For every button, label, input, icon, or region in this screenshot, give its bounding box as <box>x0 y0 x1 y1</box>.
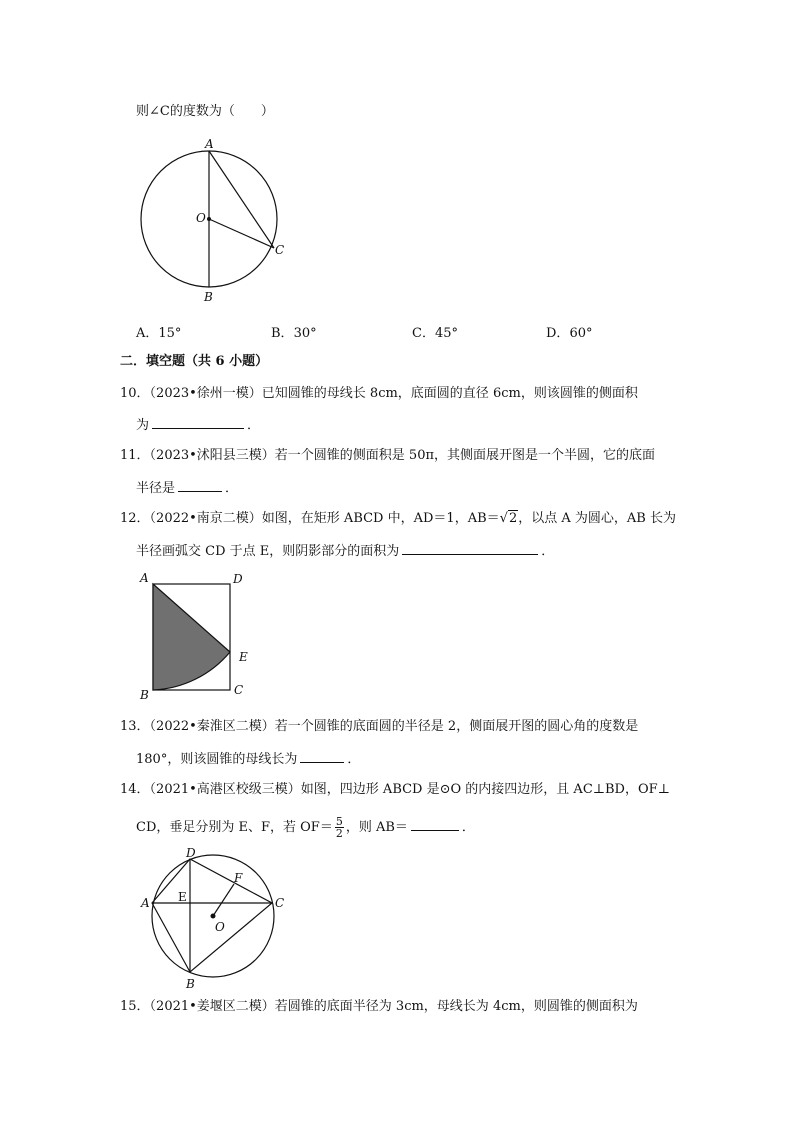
q11-line2-pre: 半径是 <box>136 481 176 496</box>
q11-line2-post: ． <box>225 481 239 496</box>
q14-line2 <box>136 816 475 839</box>
q12-shaded-sector <box>153 584 230 690</box>
q12-sqrt: √2 <box>499 511 518 526</box>
q12-sqrt-value: 2 <box>508 511 518 526</box>
q14-line2-pre: CD，垂足分别为 E、F，若 OF＝ <box>136 820 333 835</box>
q14-circle-figure <box>138 845 298 993</box>
q12-label-c: C <box>234 683 244 697</box>
q14-frac-num: 5 <box>335 815 343 828</box>
q9-stem-tail: 则∠C的度数为（ ） <box>136 104 274 119</box>
q9-label-b: B <box>204 290 213 304</box>
q14-line2-post: ． <box>461 820 475 835</box>
q14-label-a: A <box>141 896 150 910</box>
q14-label-b: B <box>186 977 195 991</box>
q12-line2-pre: 半径画弧交 CD 于点 E，则阴影部分的面积为 <box>136 544 400 559</box>
q14-fraction <box>335 816 344 839</box>
q14-label-d: D <box>186 846 196 860</box>
q9-option-c-key: C． <box>412 326 435 341</box>
q12-line1-b: ，以点 A 为圆心，AB 长为 <box>518 511 676 526</box>
q12-line2-post: ． <box>541 544 555 559</box>
q14-frac-den: 2 <box>335 827 343 840</box>
q9-option-d-key: D． <box>546 326 570 341</box>
q9-circle-figure <box>130 136 300 306</box>
q11-line1: 11．（2023•沭阳县三模）若一个圆锥的侧面积是 50π，其侧面展开图是一个半圆，它的底面 <box>120 448 656 463</box>
q9-option-d[interactable] <box>546 322 592 341</box>
q9-option-b-key: B． <box>271 326 294 341</box>
q15-line1: 15．（2021•姜堰区二模）若圆锥的底面半径为 3cm，母线长为 4cm，则圆锥的侧面积为 <box>120 999 638 1014</box>
q10-line2-pre: 为 <box>136 418 150 433</box>
q9-option-a-key: A． <box>136 326 159 341</box>
q12-rectangle-figure <box>136 568 256 703</box>
q14-label-f: F <box>234 871 243 885</box>
q12-answer-blank[interactable] <box>402 541 538 555</box>
q14-segment-of <box>213 884 234 916</box>
q12-line1 <box>120 510 676 528</box>
q13-line1: 13．（2022•秦淮区二模）若一个圆锥的底面圆的半径是 2，侧面展开图的圆心角的度数是 <box>120 719 639 734</box>
q11-line2 <box>136 478 238 498</box>
q14-center-dot <box>211 914 216 919</box>
q14-label-o: O <box>215 920 225 934</box>
q12-line2 <box>136 541 554 561</box>
q11-answer-blank[interactable] <box>178 478 222 492</box>
q9-option-d-text: 60° <box>569 326 593 341</box>
q14-line1: 14．（2021•高港区校级三模）如图，四边形 ABCD 是⊙O 的内接四边形，且 AC⊥BD，OF⊥ <box>120 782 670 797</box>
q9-label-a: A <box>205 137 214 151</box>
q13-line2-pre: 180°，则该圆锥的母线长为 <box>136 752 298 767</box>
q9-option-c[interactable] <box>412 322 458 341</box>
q13-answer-blank[interactable] <box>300 749 344 763</box>
q13-line2 <box>136 749 360 769</box>
q9-label-o: O <box>196 211 206 225</box>
q9-center-dot <box>207 217 211 221</box>
q9-option-b[interactable] <box>271 322 317 341</box>
section-heading: 二．填空题（共 6 小题） <box>120 354 269 369</box>
q10-line2-post: ． <box>247 418 261 433</box>
q9-option-a-text: 15° <box>158 326 182 341</box>
q12-label-d: D <box>233 572 243 586</box>
q9-option-b-text: 30° <box>293 326 317 341</box>
q14-answer-blank[interactable] <box>411 817 459 831</box>
q13-line2-post: ． <box>347 752 361 767</box>
q10-line2 <box>136 415 260 435</box>
q14-label-c: C <box>275 896 285 910</box>
q10-answer-blank[interactable] <box>152 415 244 429</box>
q9-label-c: C <box>275 243 285 257</box>
q12-label-e: E <box>239 650 248 664</box>
q14-line2-mid: ，则 AB＝ <box>345 820 408 835</box>
q12-label-a: A <box>140 571 149 585</box>
q9-option-c-text: 45° <box>434 326 458 341</box>
q9-option-a[interactable] <box>136 322 181 341</box>
q12-line1-a: 12．（2022•南京二模）如图，在矩形 ABCD 中，AD＝1，AB＝ <box>120 511 500 526</box>
q10-line1: 10．（2023•徐州一模）已知圆锥的母线长 8cm，底面圆的直径 6cm，则该圆锥的侧面积 <box>120 386 638 401</box>
q12-label-b: B <box>140 688 149 702</box>
q14-label-e: E <box>178 890 187 904</box>
